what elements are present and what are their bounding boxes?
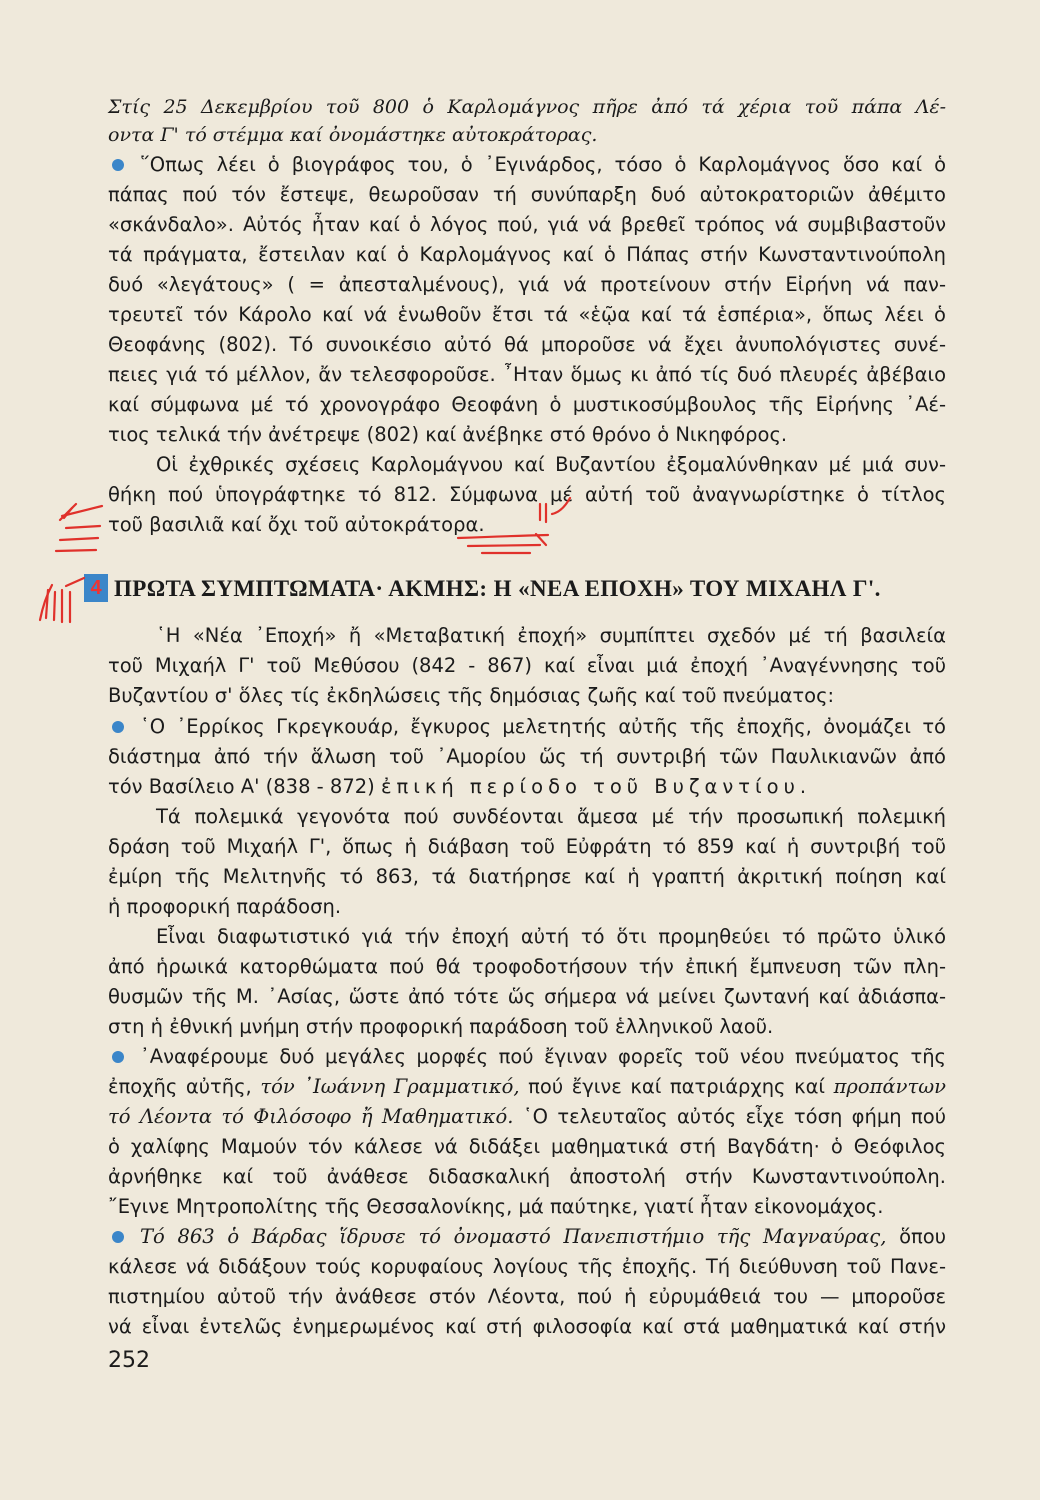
text-line: Εἶναι διαφωτιστικό γιά τήν ἐποχή αὐτή τό ὅτι προμηθεύει τό πρῶτο ὑλικό: [156, 925, 946, 948]
page-number: 252: [108, 1348, 150, 1373]
bullet-line: Τό 863 ὁ Βάρδας ἵδρυσε τό ὀνομαστό Πανεπιστήμιο τῆς Μαγναύρας, ὅπου: [108, 1222, 946, 1252]
text-line: ἀρνήθηκε καί τοῦ ἀνάθεσε διδασκαλική ἀποστολή στήν Κωνσταντινούπολη.: [108, 1165, 946, 1188]
text-line: ἐποχῆς αὐτῆς, τόν ᾿Ιωάννη Γραμματικό, πού ἔγινε καί πατριάρχης καί προπάντων: [108, 1075, 947, 1098]
section-number: 4: [84, 574, 108, 602]
text-line: Στίς 25 Δεκεμβρίου τοῦ 800 ὁ Καρλομάγνος πῆρε ἀπό τά χέρια τοῦ πάπα Λέ-: [108, 96, 946, 118]
text-line: ὁ χαλίφης Μαμούν τόν κάλεσε νά διδάξει μαθηματικά στή Βαγδάτη· ὁ Θεόφιλος: [108, 1135, 946, 1158]
text-line: κάλεσε νά διδάξουν τούς κορυφαίους λογίους τῆς ἐποχῆς. Τή διεύθυνση τοῦ Πανε-: [108, 1255, 946, 1278]
bullet-line: ῾Ο ᾿Ερρίκος Γκρεγκουάρ, ἔγκυρος μελετητής αὐτῆς τῆς ἐποχῆς, ὀνομάζει τό: [108, 712, 946, 742]
bullet-line: ᾿Αναφέρουμε δυό μεγάλες μορφές πού ἔγιναν φορεῖς τοῦ νέου πνεύματος τῆς: [108, 1042, 946, 1072]
text-line: πιστημίου αὐτοῦ τήν ἀνάθεσε στόν Λέοντα, πού ἡ εὐρυμάθειά του — μποροῦσε: [108, 1285, 946, 1308]
text-line: τοῦ βασιλιᾶ καί ὄχι τοῦ αὐτοκράτορα.: [108, 513, 485, 536]
text-line: πάπας πού τόν ἔστεψε, θεωροῦσαν τή συνύπαρξη δυό αὐτοκρατοριῶν ἀθέμιτο: [108, 183, 946, 206]
text-line: ῎Εγινε Μητροπολίτης τῆς Θεσσαλονίκης, μά παύτηκε, γιατί ἦταν εἰκονομάχος.: [108, 1195, 884, 1218]
text-line: τρευτεῖ τόν Κάρολο καί νά ἑνωθοῦν ἔτσι τά «ἑῷα καί τά ἑσπέρια», ὅπως λέει ὁ: [108, 303, 946, 326]
text-line: διάστημα ἀπό τήν ἅλωση τοῦ ᾿Αμορίου ὥς τή συντριβή τῶν Παυλικιανῶν ἀπό: [108, 745, 946, 768]
text-line: Βυζαντίου σ' ὅλες τίς ἐκδηλώσεις τῆς δημόσιας ζωῆς καί τοῦ πνεύματος:: [108, 684, 835, 707]
text-line: ἀπό ἡρωικά κατορθώματα πού θά τροφοδοτήσουν τήν ἐπική ἔμπνευση τῶν πλη-: [108, 955, 946, 978]
text-line: δυό «λεγάτους» ( = ἀπεσταλμένους), γιά νά προτείνουν στήν Εἰρήνη νά παν-: [108, 273, 946, 296]
text-line: στη ἡ ἐθνική μνήμη στήν προφορική παράδοση τοῦ ἑλληνικοῦ λαοῦ.: [108, 1015, 774, 1038]
text-line: Θεοφάνης (802). Τό συνοικέσιο αὐτό θά μποροῦσε νά ἔχει ἀνυπολόγιστες συνέ-: [108, 333, 946, 356]
text-line: νά εἶναι ἐντελῶς ἐνημερωμένος καί στή φιλοσοφία καί στά μαθηματικά καί στήν: [108, 1315, 946, 1338]
text-line: πειες γιά τό μέλλον, ἄν τελεσφοροῦσε. ῏Ηταν ὅμως κι ἀπό τίς δυό πλευρές ἀβέβαιο: [108, 363, 946, 386]
text-line: τιος τελικά τήν ἀνέτρεψε (802) καί ἀνέβηκε στό θρόνο ὁ Νικηφόρος.: [108, 423, 788, 446]
text-line: ῾Η «Νέα ᾿Εποχή» ἤ «Μεταβατική ἐποχή» συμπίπτει σχεδόν μέ τή βασιλεία: [156, 624, 946, 647]
text-line: τοῦ Μιχαήλ Γ' τοῦ Μεθύσου (842 - 867) καί εἶναι μιά ἐποχή ᾿Αναγέννησης τοῦ: [108, 654, 946, 677]
text-line: Οἱ ἐχθρικές σχέσεις Καρλομάγνου καί Βυζαντίου ἐξομαλύνθηκαν μέ μιά συν-: [156, 453, 946, 476]
text-line: Τά πολεμικά γεγονότα πού συνδέονται ἄμεσα μέ τήν προσωπική πολεμική: [156, 805, 946, 828]
text-line: τόν Βασίλειο Α' (838 - 872) ἐπική περίοδο τοῦ Βυζαντίου.: [108, 775, 812, 798]
text-line: ἡ προφορική παράδοση.: [108, 895, 342, 918]
text-line: «σκάνδαλο». Αὐτός ἦταν καί ὁ λόγος πού, γιά νά βρεθεῖ τρόπος νά συμβιβαστοῦν: [108, 213, 946, 236]
text-line: τά πράγματα, ἔστειλαν καί ὁ Καρλομάγνος καί ὁ Πάπας στήν Κωνσταντινούπολη: [108, 243, 946, 266]
text-line: καί σύμφωνα μέ τό χρονογράφο Θεοφάνη ὁ μυστικοσύμβουλος τῆς Εἰρήνης ᾿Αέ-: [108, 393, 946, 416]
text-line: θυσμῶν τῆς Μ. ᾿Ασίας, ὥστε ἀπό τότε ὥς σήμερα νά μείνει ζωντανή καί ἀδιάσπα-: [108, 985, 946, 1008]
spaced-emphasis: ἐπική περίοδο τοῦ Βυζαντίου.: [380, 775, 812, 798]
section-title: ΠΡΩΤΑ ΣΥΜΠΤΩΜΑΤΑ· ΑΚΜΗΣ: Η «ΝΕΑ ΕΠΟΧΗ» ΤΟΥ ΜΙΧΑΗΛ Γ'.: [114, 576, 881, 601]
text-line: τό Λέοντα τό Φιλόσοφο ἤ Μαθηματικό. ῾Ο τελευταῖος αὐτός εἶχε τόση φήμη πού: [108, 1105, 947, 1128]
text-line: θήκη πού ὑπογράφτηκε τό 812. Σύμφωνα μέ αὐτή τοῦ ἀναγνωρίστηκε ὁ τίτλος: [108, 483, 946, 506]
text-line: ἐμίρη τῆς Μελιτηνῆς τό 863, τά διατήρησε καί ἡ γραπτή ἀκριτική ποίηση καί: [108, 865, 946, 888]
text-line: δράση τοῦ Μιχαήλ Γ', ὅπως ἡ διάβαση τοῦ Εὐφράτη τό 859 καί ἡ συντριβή τοῦ: [108, 835, 946, 858]
text-line: οντα Γ' τό στέμμα καί ὀνομάστηκε αὐτοκράτορας.: [108, 124, 598, 146]
bullet-line: ῞Οπως λέει ὁ βιογράφος του, ὁ ᾿Εγινάρδος, τόσο ὁ Καρλομάγνος ὅσο καί ὁ: [108, 150, 946, 180]
